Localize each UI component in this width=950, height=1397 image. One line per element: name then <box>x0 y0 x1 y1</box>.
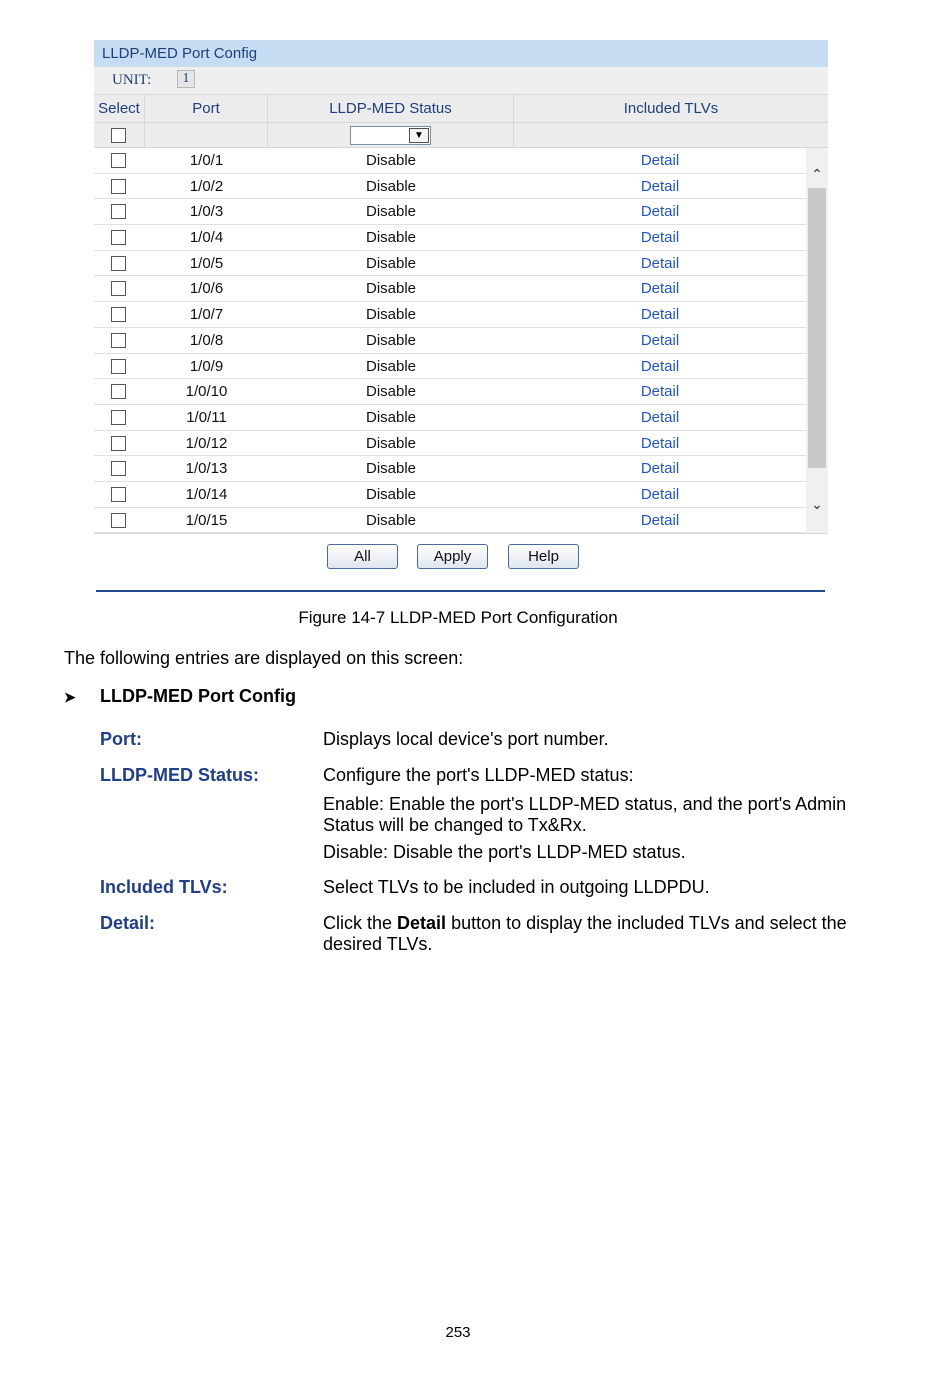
row-checkbox[interactable] <box>111 307 126 322</box>
term-included-tlvs: Included TLVs: <box>100 877 228 897</box>
table-body <box>94 148 828 534</box>
table-row <box>94 431 806 457</box>
detail-link[interactable]: Detail <box>640 203 680 221</box>
table-row <box>94 148 806 174</box>
lldp-med-port-config-panel <box>94 40 828 565</box>
port-cell: 1/0/14 <box>185 485 228 503</box>
detail-link[interactable]: Detail <box>640 229 680 247</box>
port-cell: 1/0/12 <box>185 434 228 452</box>
table-row <box>94 302 806 328</box>
port-cell: 1/0/10 <box>185 383 228 401</box>
detail-link[interactable]: Detail <box>640 408 680 426</box>
apply-button[interactable]: Apply <box>417 544 488 569</box>
detail-link[interactable]: Detail <box>640 254 680 272</box>
chevron-down-icon[interactable]: ⌄ <box>811 496 823 512</box>
status-cell: Disable <box>365 280 417 298</box>
row-checkbox[interactable] <box>111 256 126 271</box>
intro-text: The following entries are displayed on this screen: <box>64 648 464 668</box>
term-detail: Detail: <box>100 913 156 933</box>
row-checkbox[interactable] <box>111 153 126 168</box>
unit-row <box>94 67 828 94</box>
header-select: Select <box>94 95 145 122</box>
detail-link[interactable]: Detail <box>640 460 680 478</box>
chevron-up-icon[interactable]: ⌃ <box>811 166 823 182</box>
port-cell: 1/0/13 <box>185 460 228 478</box>
status-cell: Disable <box>365 254 417 272</box>
batch-config-row <box>94 122 828 148</box>
detail-link[interactable]: Detail <box>640 434 680 452</box>
status-cell: Disable <box>365 306 417 324</box>
detail-link[interactable]: Detail <box>640 177 680 195</box>
detail-link[interactable]: Detail <box>640 152 680 169</box>
row-checkbox[interactable] <box>111 359 126 374</box>
header-port: Port <box>145 95 268 122</box>
table-row <box>94 379 806 405</box>
button-row <box>94 542 828 572</box>
status-cell: Disable <box>365 229 417 247</box>
unit-1-button[interactable]: 1 <box>177 70 195 88</box>
port-cell: 1/0/11 <box>186 408 227 426</box>
status-cell: Disable <box>365 511 417 529</box>
table-row <box>94 456 806 482</box>
page-number: 253 <box>445 1324 471 1341</box>
vertical-scrollbar[interactable] <box>806 148 828 533</box>
table-row <box>94 225 806 251</box>
divider <box>96 590 825 592</box>
unit-label: UNIT: <box>112 72 152 88</box>
figure-caption: Figure 14-7 LLDP-MED Port Configuration <box>298 608 618 627</box>
status-cell: Disable <box>365 460 417 478</box>
port-cell: 1/0/2 <box>189 177 224 195</box>
row-checkbox[interactable] <box>111 281 126 296</box>
table-row <box>94 328 806 354</box>
detail-link[interactable]: Detail <box>640 511 680 529</box>
status-cell: Disable <box>365 152 417 169</box>
status-cell: Disable <box>365 177 417 195</box>
chevron-down-icon: ▼ <box>409 128 429 143</box>
table-row <box>94 508 806 534</box>
port-cell: 1/0/4 <box>189 229 224 247</box>
table-row <box>94 174 806 200</box>
detail-link[interactable]: Detail <box>640 306 680 324</box>
section-heading <box>64 686 296 707</box>
row-checkbox[interactable] <box>111 436 126 451</box>
status-cell: Disable <box>365 434 417 452</box>
row-checkbox[interactable] <box>111 461 126 476</box>
port-cell: 1/0/15 <box>185 511 228 529</box>
status-cell: Disable <box>365 408 417 426</box>
desc-lldp-med-status: Configure the port's LLDP-MED status: <box>323 765 634 785</box>
status-cell: Disable <box>365 203 417 221</box>
table-row <box>94 405 806 431</box>
row-checkbox[interactable] <box>111 204 126 219</box>
panel-title: LLDP-MED Port Config <box>94 40 828 67</box>
detail-bold: Detail <box>397 913 447 933</box>
row-checkbox[interactable] <box>111 487 126 502</box>
row-checkbox[interactable] <box>111 230 126 245</box>
desc-enable: Enable: Enable the port's LLDP-MED status, and the port's Admin Status will be changed to Tx&Rx. <box>323 794 847 835</box>
row-checkbox[interactable] <box>111 513 126 528</box>
desc-detail: Click the Detail button to display the included TLVs and select the desired TLVs. <box>323 913 847 954</box>
status-select-dropdown[interactable] <box>350 126 431 145</box>
status-cell: Disable <box>365 485 417 503</box>
section-title: LLDP-MED Port Config <box>100 686 296 706</box>
row-checkbox[interactable] <box>111 410 126 425</box>
port-cell: 1/0/1 <box>189 152 224 169</box>
port-cell: 1/0/5 <box>189 254 224 272</box>
detail-link[interactable]: Detail <box>640 331 680 349</box>
desc-included-tlvs: Select TLVs to be included in outgoing LLDPDU. <box>323 877 710 897</box>
table-row <box>94 354 806 380</box>
port-cell: 1/0/3 <box>189 203 224 221</box>
table-row <box>94 251 806 277</box>
row-checkbox[interactable] <box>111 384 126 399</box>
arrow-bullet-icon: ➤ <box>64 689 76 705</box>
term-port: Port: <box>100 729 142 749</box>
term-lldp-med-status: LLDP-MED Status: <box>100 765 259 785</box>
table-row <box>94 276 806 302</box>
port-cell: 1/0/6 <box>189 280 224 298</box>
table-header <box>94 94 828 122</box>
detail-link[interactable]: Detail <box>640 280 680 298</box>
all-button[interactable]: All <box>327 544 398 569</box>
detail-link[interactable]: Detail <box>640 485 680 503</box>
port-rows <box>94 148 806 533</box>
row-checkbox[interactable] <box>111 333 126 348</box>
detail-link[interactable]: Detail <box>640 383 680 401</box>
help-button[interactable]: Help <box>508 544 579 569</box>
port-cell: 1/0/8 <box>189 331 224 349</box>
row-checkbox[interactable] <box>111 179 126 194</box>
status-cell: Disable <box>365 383 417 401</box>
desc-disable: Disable: Disable the port's LLDP-MED status. <box>323 842 686 862</box>
table-row <box>94 199 806 225</box>
header-lldp-med-status: LLDP-MED Status <box>268 95 514 122</box>
table-row <box>94 482 806 508</box>
detail-link[interactable]: Detail <box>640 357 680 375</box>
port-cell: 1/0/7 <box>189 306 224 324</box>
port-cell: 1/0/9 <box>189 357 224 375</box>
desc-port: Displays local device's port number. <box>323 729 609 749</box>
status-cell: Disable <box>365 357 417 375</box>
header-included-tlvs: Included TLVs <box>623 100 719 117</box>
select-all-checkbox[interactable] <box>111 128 126 143</box>
status-cell: Disable <box>365 331 417 349</box>
scroll-thumb[interactable] <box>808 188 826 468</box>
